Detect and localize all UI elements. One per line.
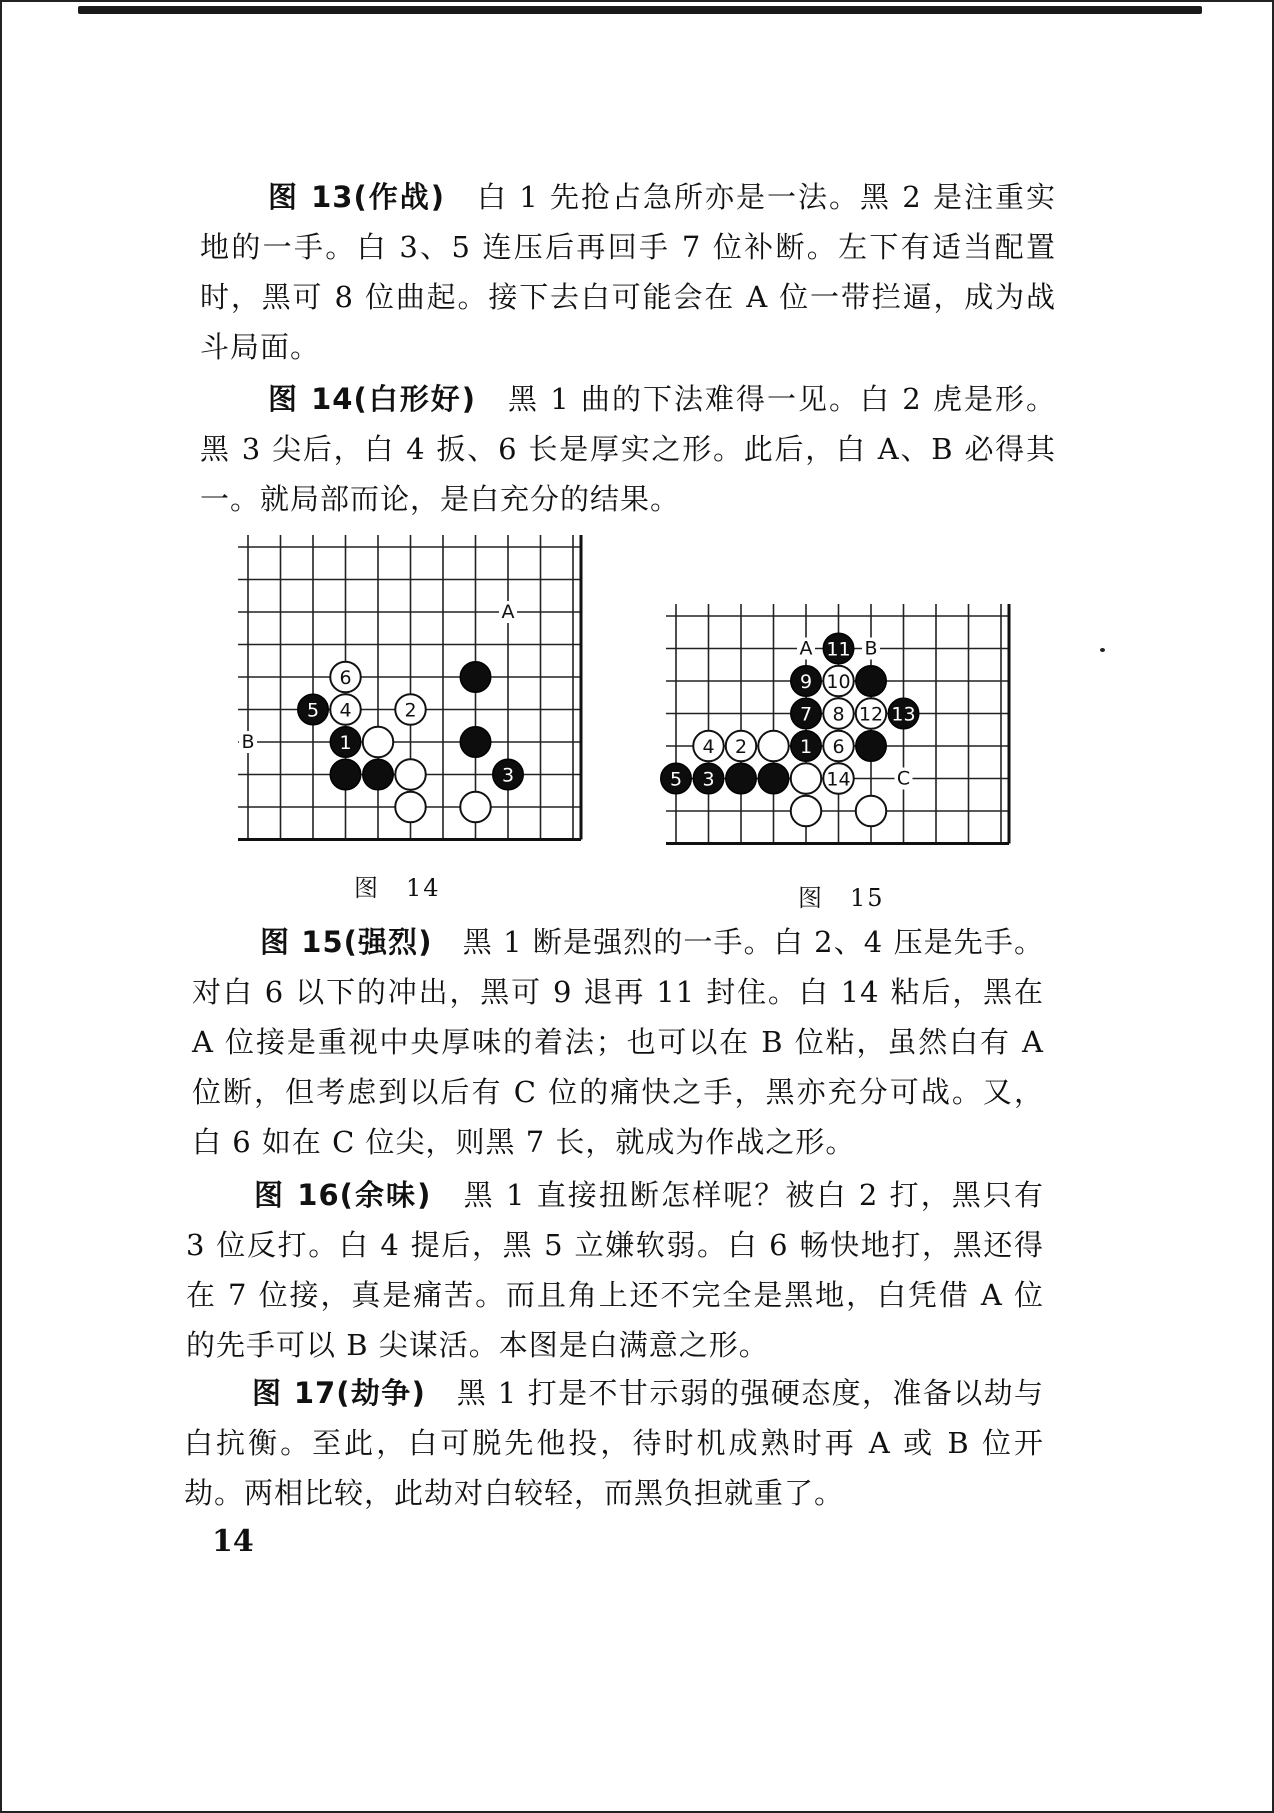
figure-ref-14: 图 14(白形好) xyxy=(268,382,477,416)
stone-disc xyxy=(330,759,361,790)
black-stone xyxy=(363,759,394,790)
move-number: 7 xyxy=(799,703,813,726)
move-number: 2 xyxy=(734,736,748,758)
black-stone xyxy=(758,763,789,794)
white-stone xyxy=(758,731,789,762)
stone-disc xyxy=(726,763,757,794)
white-stone xyxy=(395,792,426,823)
black-stone xyxy=(661,763,692,794)
figure-caption-15: 图 15 xyxy=(798,884,885,912)
stone-disc xyxy=(395,792,426,823)
white-stone xyxy=(330,662,361,693)
paragraph-text: 黑 1 直接扭断怎样呢？被白 2 打，黑只有 3 位反打。白 4 提后，黑 5 立嫌软弱。白 6 畅快地打，黑还得在 7 位接，真是痛苦。而且角上还不完全是黑地，白凭借 A 位的先手可以 B 尖谋活。本图是白满意之形。 xyxy=(186,1178,1044,1362)
black-stone xyxy=(460,727,491,758)
paragraph-fig13 xyxy=(200,172,1056,372)
point-label: C xyxy=(896,767,911,790)
black-stone xyxy=(823,633,854,664)
black-stone xyxy=(726,763,757,794)
black-stone xyxy=(791,666,822,697)
black-stone xyxy=(330,727,361,758)
black-stone xyxy=(460,662,491,693)
white-stone xyxy=(460,792,491,823)
move-number: 13 xyxy=(891,703,916,726)
paragraph-fig14 xyxy=(200,374,1056,524)
figure-caption-14: 图 14 xyxy=(354,874,441,902)
point-label: B xyxy=(241,731,255,753)
move-number: 3 xyxy=(702,768,715,791)
figure-ref-13: 图 13(作战) xyxy=(268,180,446,214)
point-label: B xyxy=(864,637,878,660)
white-stone xyxy=(823,666,854,697)
white-stone xyxy=(791,796,822,827)
move-number: 10 xyxy=(826,671,851,693)
stone-disc xyxy=(395,759,426,790)
move-number: 5 xyxy=(669,768,683,791)
move-number: 12 xyxy=(858,703,884,726)
white-stone xyxy=(791,763,822,794)
black-stone xyxy=(298,694,329,725)
paragraph-fig17 xyxy=(184,1368,1044,1518)
stone-disc xyxy=(791,763,822,794)
white-stone xyxy=(693,731,724,762)
stone-disc xyxy=(758,731,789,762)
stone-disc xyxy=(363,759,394,790)
black-stone xyxy=(856,731,887,762)
stone-disc xyxy=(856,796,887,827)
paragraph-text: 黑 1 打是不甘示弱的强硬态度，准备以劫与白抗衡。至此，白可脱先他投，待时机成熟时再 A 或 B 位开劫。两相比较，此劫对白较轻，而黑负担就重了。 xyxy=(184,1376,1044,1510)
stone-disc xyxy=(460,792,491,823)
page-number: 14 xyxy=(212,1524,254,1559)
move-number: 11 xyxy=(826,638,851,661)
move-number: 2 xyxy=(404,699,417,722)
move-number: 5 xyxy=(306,699,320,722)
white-stone xyxy=(363,727,394,758)
stone-disc xyxy=(856,666,887,697)
move-number: 4 xyxy=(702,736,715,758)
black-stone xyxy=(791,698,822,729)
white-stone xyxy=(823,731,854,762)
stone-disc xyxy=(791,796,822,827)
figure-ref-15: 图 15(强烈) xyxy=(260,925,433,959)
white-stone xyxy=(395,759,426,790)
figure-ref-17: 图 17(劫争) xyxy=(252,1376,426,1410)
point-label: A xyxy=(799,637,813,660)
move-number: 8 xyxy=(832,703,845,726)
move-number: 9 xyxy=(799,671,813,693)
top-rule xyxy=(78,6,1202,14)
white-stone xyxy=(330,694,361,725)
white-stone xyxy=(823,698,854,729)
black-stone xyxy=(888,698,919,729)
move-number: 3 xyxy=(501,764,515,787)
figure-ref-16: 图 16(余味) xyxy=(254,1178,432,1212)
paragraph-text: 白 1 先抢占急所亦是一法。黑 2 是注重实地的一手。白 3、5 连压后再回手 7 位补断。左下有适当配置时，黑可 8 位曲起。接下去白可能会在 A 位一带拦逼，成为战斗局面。 xyxy=(200,180,1056,364)
point-label: A xyxy=(501,601,515,623)
white-stone xyxy=(726,731,757,762)
black-stone xyxy=(693,763,724,794)
black-stone xyxy=(791,731,822,762)
stone-disc xyxy=(460,727,491,758)
move-number: 1 xyxy=(339,732,352,754)
stone-disc xyxy=(856,731,887,762)
go-diagram-14 xyxy=(240,535,600,845)
white-stone xyxy=(856,796,887,827)
go-diagram-15 xyxy=(668,604,1028,864)
white-stone xyxy=(856,698,887,729)
paragraph-fig15 xyxy=(192,917,1044,1167)
stone-disc xyxy=(758,763,789,794)
move-number: 6 xyxy=(832,736,845,758)
paragraph-fig16 xyxy=(186,1170,1044,1370)
black-stone xyxy=(856,666,887,697)
paragraph-text: 黑 1 曲的下法难得一见。白 2 虎是形。黑 3 尖后，白 4 扳、6 长是厚实之形。此后，白 A、B 必得其一。就局部而论，是白充分的结果。 xyxy=(200,382,1056,516)
move-number: 6 xyxy=(339,667,352,689)
white-stone xyxy=(823,763,854,794)
black-stone xyxy=(493,759,524,790)
move-number: 4 xyxy=(339,699,352,722)
paragraph-text: 黑 1 断是强烈的一手。白 2、4 压是先手。对白 6 以下的冲出，黑可 9 退再 11 封住。白 14 粘后，黑在 A 位接是重视中央厚味的着法；也可以在 B 位粘，虽然白有 A 位断，但考虑到以后有 C 位的痛快之手，黑亦充分可战。又，白 6 如在 C 位尖，则黑 7 长，就成为作战之形。 xyxy=(192,925,1044,1159)
move-number: 14 xyxy=(826,768,851,791)
white-stone xyxy=(395,694,426,725)
stone-disc xyxy=(363,727,394,758)
scan-speck xyxy=(1100,648,1105,652)
black-stone xyxy=(330,759,361,790)
stone-disc xyxy=(460,662,491,693)
move-number: 1 xyxy=(799,736,813,758)
